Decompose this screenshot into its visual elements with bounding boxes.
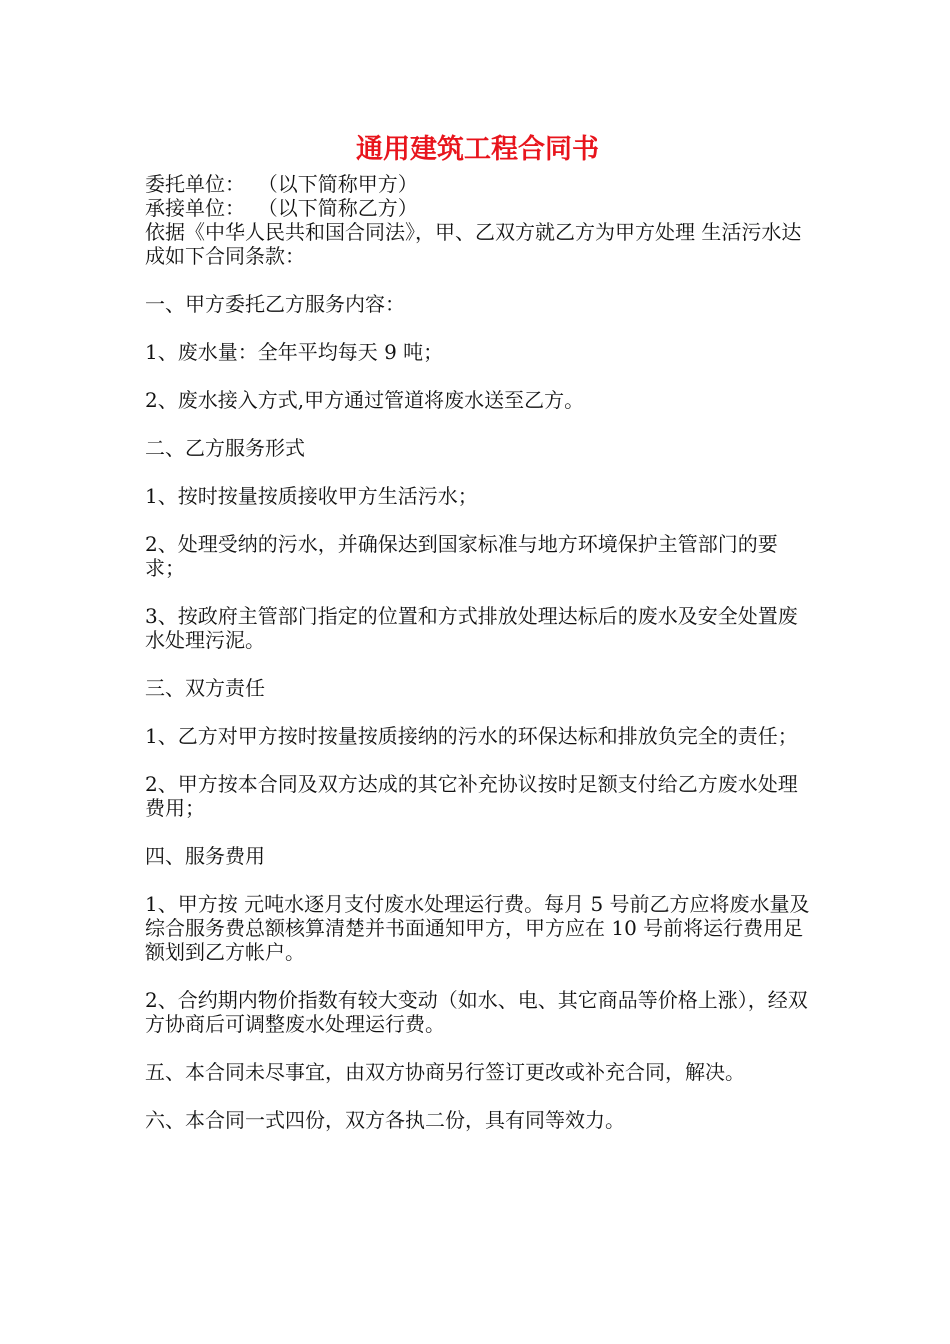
section-1-item-1: 1、废水量：全年平均每天 9 吨； — [145, 340, 444, 364]
section-3-heading: 三、双方责任 — [145, 676, 265, 700]
section-4-item-2: 2、合约期内物价指数有较大变动（如水、电、其它商品等价格上涨），经双方协商后可调整废水处理运行费。 — [145, 988, 808, 1036]
section-2-item-2: 2、处理受纳的污水，并确保达到国家标准与地方环境保护主管部门的要求； — [145, 532, 778, 580]
document-title: 通用建筑工程合同书 — [356, 134, 599, 165]
section-4-item-1: 1、甲方按 元吨水逐月支付废水处理运行费。每月 5 号前乙方应将废水量及综合服务费总额核算清楚并书面通知甲方，甲方应在 10 号前将运行费用足额划到乙方帐户。 — [145, 892, 810, 964]
preamble: 依据《中华人民共和国合同法》，甲、乙双方就乙方为甲方处理 生活污水达成如下合同条款： — [145, 220, 802, 268]
section-2-item-3: 3、按政府主管部门指定的位置和方式排放处理达标后的废水及安全处置废水处理污泥。 — [145, 604, 798, 652]
contract-page — [145, 128, 810, 1132]
section-2-heading: 二、乙方服务形式 — [145, 436, 305, 460]
contractor-line: 承接单位： （以下简称乙方） — [145, 196, 418, 220]
section-2-item-1: 1、按时按量按质接收甲方生活污水； — [145, 484, 478, 508]
section-3-item-2: 2、甲方按本合同及双方达成的其它补充协议按时足额支付给乙方废水处理费用； — [145, 772, 798, 820]
clause-5: 五、本合同未尽事宜，由双方协商另行签订更改或补充合同，解决。 — [145, 1060, 745, 1084]
section-1-item-2: 2、废水接入方式,甲方通过管道将废水送至乙方。 — [145, 388, 585, 412]
section-3-item-1: 1、乙方对甲方按时按量按质接纳的污水的环保达标和排放负完全的责任； — [145, 724, 798, 748]
section-1-heading: 一、甲方委托乙方服务内容： — [145, 292, 405, 316]
clause-6: 六、本合同一式四份，双方各执二份，具有同等效力。 — [145, 1108, 625, 1132]
section-4-heading: 四、服务费用 — [145, 844, 265, 868]
client-line: 委托单位： （以下简称甲方） — [145, 172, 418, 196]
